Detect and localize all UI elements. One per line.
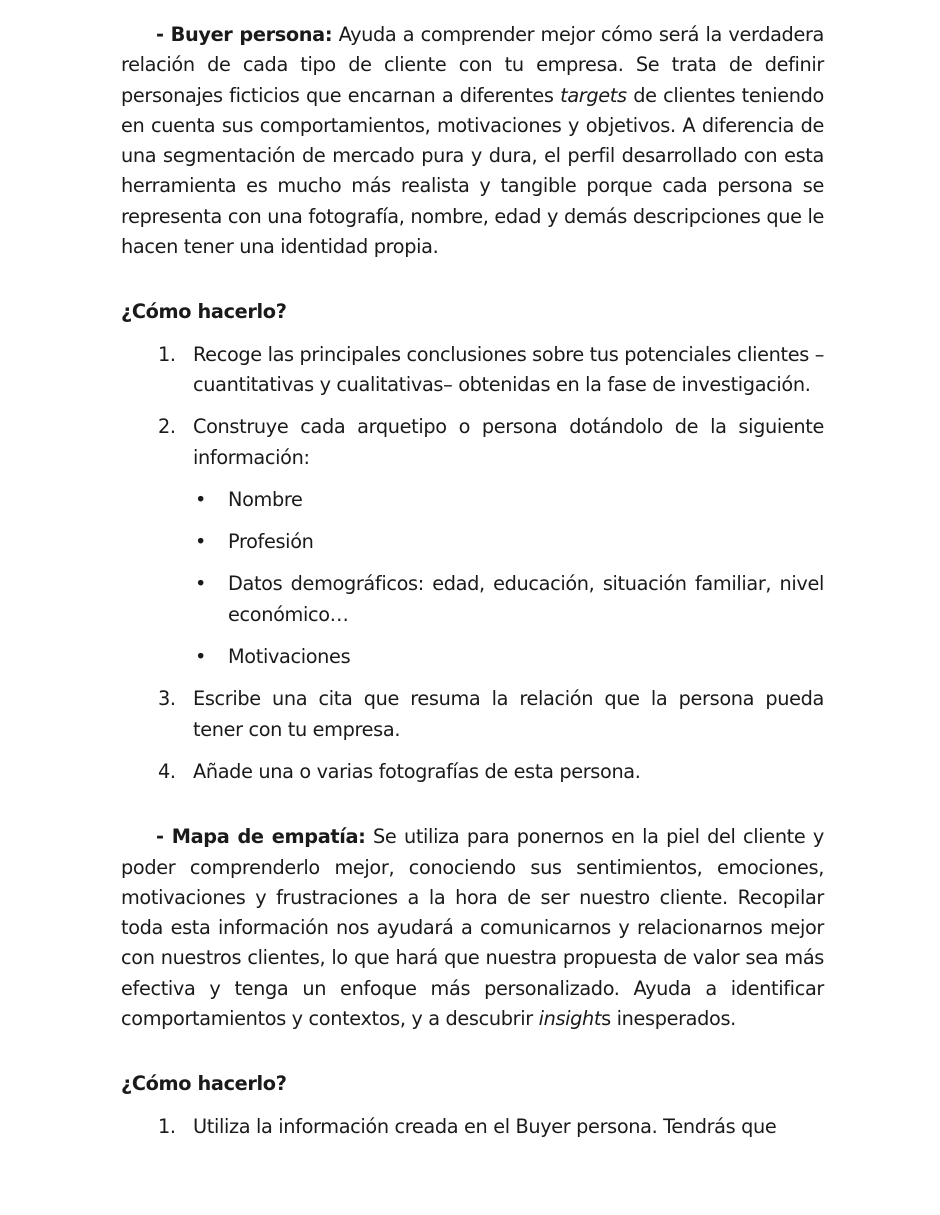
step-text: Escribe una cita que resuma la relación que la persona pueda tener con tu empresa. bbox=[193, 687, 824, 741]
buyer-persona-steps bbox=[121, 340, 824, 788]
buyer-persona-term: - Buyer persona: bbox=[156, 23, 333, 46]
step-text: Recoge las principales conclusiones sobre tus potenciales clientes –cuantitativas y cualitativas– obtenidas en la fase de investigación. bbox=[193, 342, 824, 396]
step-number: 4. bbox=[158, 759, 176, 783]
list-item-text: Nombre bbox=[228, 487, 303, 511]
how-to-heading-1: ¿Cómo hacerlo? bbox=[121, 300, 287, 324]
how-to-heading-2: ¿Cómo hacerlo? bbox=[121, 1072, 287, 1096]
step-number: 1. bbox=[158, 342, 176, 366]
step-item bbox=[121, 340, 824, 401]
step-text: Añade una o varias fotografías de esta persona. bbox=[193, 759, 641, 783]
list-item-text: Datos demográficos: edad, educación, situación familiar, nivel económico… bbox=[228, 572, 824, 626]
list-item bbox=[193, 527, 824, 557]
step-number: 2. bbox=[158, 415, 176, 439]
step-text: Utiliza la información creada en el Buyer persona. Tendrás que bbox=[193, 1114, 777, 1138]
buyer-persona-paragraph bbox=[121, 20, 824, 262]
empathy-map-steps bbox=[121, 1112, 824, 1142]
step-item bbox=[121, 1112, 824, 1142]
empathy-map-paragraph bbox=[121, 822, 824, 1034]
list-item bbox=[193, 642, 824, 672]
document-page bbox=[121, 20, 824, 1142]
step-number: 1. bbox=[158, 1114, 176, 1138]
empathy-map-term: - Mapa de empatía: bbox=[156, 825, 366, 849]
bullet-icon: • bbox=[195, 645, 207, 669]
persona-info-list bbox=[193, 485, 824, 672]
step-text: Construye cada arquetipo o persona dotándolo de la siguiente información: bbox=[193, 415, 824, 469]
empathy-map-text-a: Se utiliza para ponernos en la piel del cliente y poder comprenderlo mejor, conociendo sus sentimientos, emociones, motivaciones y frustraciones a la hora de ser nuestro cliente. Recopilar toda esta información nos ayudará a comunicarnos y relacionarnos mejor con nuestros clientes, lo que hará que nuestra propuesta de valor sea más efectiva y tenga un enfoque más personalizado. Ayuda a identificar comportamientos y contextos, y a descubrir bbox=[121, 825, 824, 1031]
list-item bbox=[193, 485, 824, 515]
buyer-persona-text-b: de clientes teniendo en cuenta sus comportamientos, motivaciones y objetivos. A diferencia de una segmentación de mercado pura y dura, el perfil desarrollado con esta herramienta es mucho más realista y tangible porque cada persona se representa con una fotografía, nombre, edad y demás descripciones que le hacen tener una identidad propia. bbox=[121, 83, 824, 259]
buyer-persona-emphasis: targets bbox=[560, 83, 627, 107]
bullet-icon: • bbox=[195, 572, 207, 596]
buyer-persona-text-a: Ayuda a comprender mejor cómo será la verdadera relación de cada tipo de cliente con tu empresa. Se trata de definir personajes ficticios que encarnan a diferentes bbox=[121, 23, 824, 107]
bullet-icon: • bbox=[195, 530, 207, 554]
step-item bbox=[121, 757, 824, 787]
bullet-icon: • bbox=[195, 487, 207, 511]
empathy-map-text-b: s inesperados. bbox=[601, 1007, 736, 1031]
step-number: 3. bbox=[158, 687, 176, 711]
empathy-map-emphasis: insight bbox=[538, 1007, 602, 1031]
step-item bbox=[121, 684, 824, 745]
step-item bbox=[121, 412, 824, 672]
list-item-text: Profesión bbox=[228, 530, 314, 554]
list-item bbox=[193, 569, 824, 630]
list-item-text: Motivaciones bbox=[228, 645, 351, 669]
